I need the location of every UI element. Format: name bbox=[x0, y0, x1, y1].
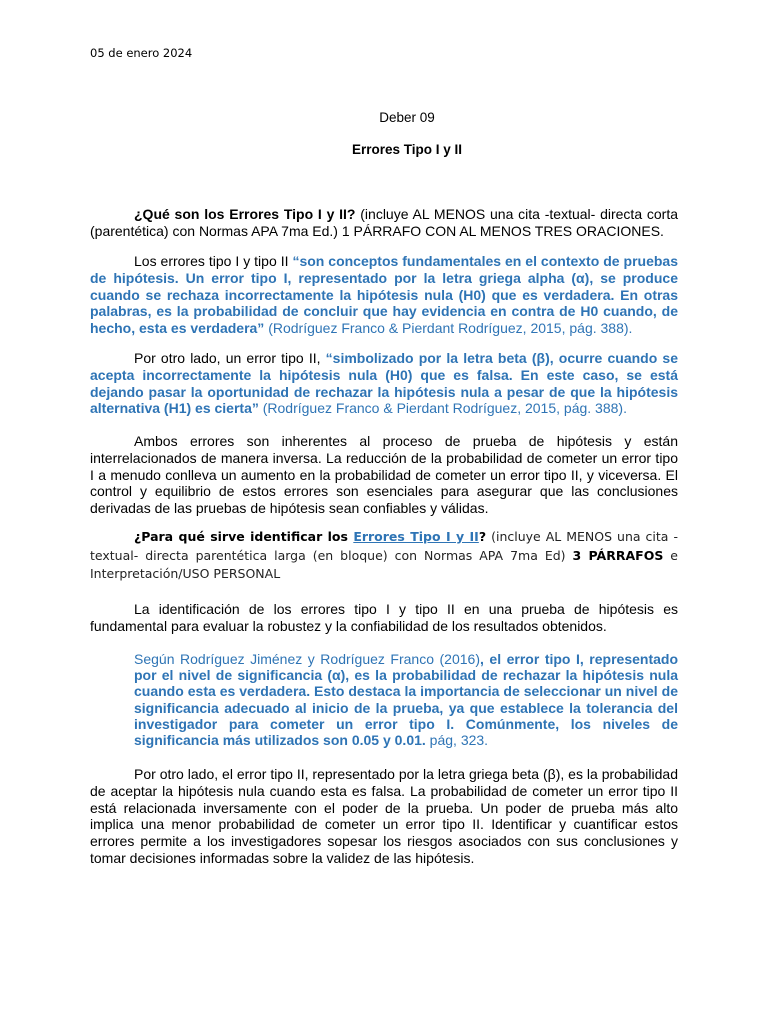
question-1 bbox=[90, 206, 678, 240]
question-2-instructions-end: e Interpretación/USO PERSONAL bbox=[90, 547, 678, 581]
document-subtitle: Errores Tipo I y II bbox=[351, 142, 463, 157]
question-2-instructions: (incluye AL MENOS una cita -textual- directa parentética larga (en bloque) con Normas APA 7ma Ed) bbox=[90, 529, 678, 563]
question-1-instructions: (incluye AL MENOS una cita -textual- directa corta (parentética) con Normas APA 7ma Ed.) 1 PÁRRAFO CON AL MENOS TRES ORACIONES. bbox=[90, 206, 679, 239]
paragraph-3: Ambos errores son inherentes al proceso de prueba de hipótesis y están interrelacionados de manera inversa. La reducción de la probabilidad de cometer un error tipo I a menudo conlleva un aumento en la probabilidad de cometer un error tipo II, y viceversa. El control y equilibrio de estos errores son esenciales para asegurar que las conclusiones derivadas de las pruebas de hipótesis sean confiables y válidas. bbox=[90, 433, 678, 517]
block-quote bbox=[134, 651, 678, 748]
block-quote-page: pág, 323. bbox=[425, 732, 489, 749]
question-1-bold: ¿Qué son los Errores Tipo I y II? bbox=[134, 206, 356, 222]
question-2-bold-start: ¿Para qué sirve identificar los bbox=[134, 529, 354, 544]
paragraph-2-quote: “simbolizado por la letra beta (β), ocurre cuando se acepta incorrectamente la hipótesis nula (H0) que es falsa. En este caso, se está dejando pasar la oportunidad de rechazar la hipótesis nula a pesar de que la hipótesis alternativa (H1) es cierta” bbox=[90, 350, 678, 417]
paragraph-5: Por otro lado, el error tipo II, representado por la letra griega beta (β), es la probabilidad de aceptar la hipótesis nula cuando esta es falsa. La probabilidad de cometer un error tipo II está relacionada inversamente con el poder de la prueba. Un poder de prueba más alto implica una menor probabilidad de cometer un error tipo II. Identificar y cuantificar estos errores permite a los investigadores sopesar los riesgos asociados con sus conclusiones y tomar decisiones informadas sobre la validez de las hipótesis. bbox=[90, 766, 678, 866]
paragraph-2 bbox=[90, 350, 678, 417]
paragraph-2-citation: (Rodríguez Franco & Pierdant Rodríguez, 2015, pág. 388). bbox=[258, 400, 627, 417]
document-date: 05 de enero 2024 bbox=[90, 46, 193, 60]
paragraph-1-citation: (Rodríguez Franco & Pierdant Rodríguez, 2015, pág. 388). bbox=[264, 320, 633, 337]
block-quote-text: , el error tipo I, representado por el nivel de significancia (α), es la probabilidad de rechazar la hipótesis nula cuando esta es verdadera. Esto destaca la importancia de seleccionar un nivel de significancia adecuado al inicio de la prueba, ya que establece la tolerancia del investigador para cometer un error tipo I. Comúnmente, los niveles de significancia más utilizados son 0.05 y 0.01. bbox=[134, 651, 679, 749]
question-2-link[interactable]: Errores Tipo I y II bbox=[353, 529, 479, 544]
document-title: Deber 09 bbox=[379, 110, 435, 125]
block-quote-intro: Según Rodríguez Jiménez y Rodríguez Franco (2016) bbox=[134, 651, 480, 667]
question-2-bold-end: ? bbox=[478, 529, 487, 544]
paragraph-1-intro: Los errores tipo I y tipo II bbox=[134, 253, 293, 269]
question-2-paragraph-count: 3 PÁRRAFOS bbox=[572, 547, 664, 563]
question-2 bbox=[90, 528, 678, 584]
paragraph-4: La identificación de los errores tipo I y tipo II en una prueba de hipótesis es fundamental para evaluar la robustez y la confiabilidad de los resultados obtenidos. bbox=[90, 601, 678, 634]
paragraph-1-quote: “son conceptos fundamentales en el contexto de pruebas de hipótesis. Un error tipo I, representado por la letra griega alpha (α), se produce cuando se rechaza incorrectamente la hipótesis nula (H0) que es verdadera. En otras palabras, es la probabilidad de concluir que hay evidencia en contra de H0 cuando, de hecho, esta es verdadera” bbox=[90, 253, 678, 337]
paragraph-1 bbox=[90, 253, 678, 337]
paragraph-2-intro: Por otro lado, un error tipo II, bbox=[134, 350, 326, 366]
